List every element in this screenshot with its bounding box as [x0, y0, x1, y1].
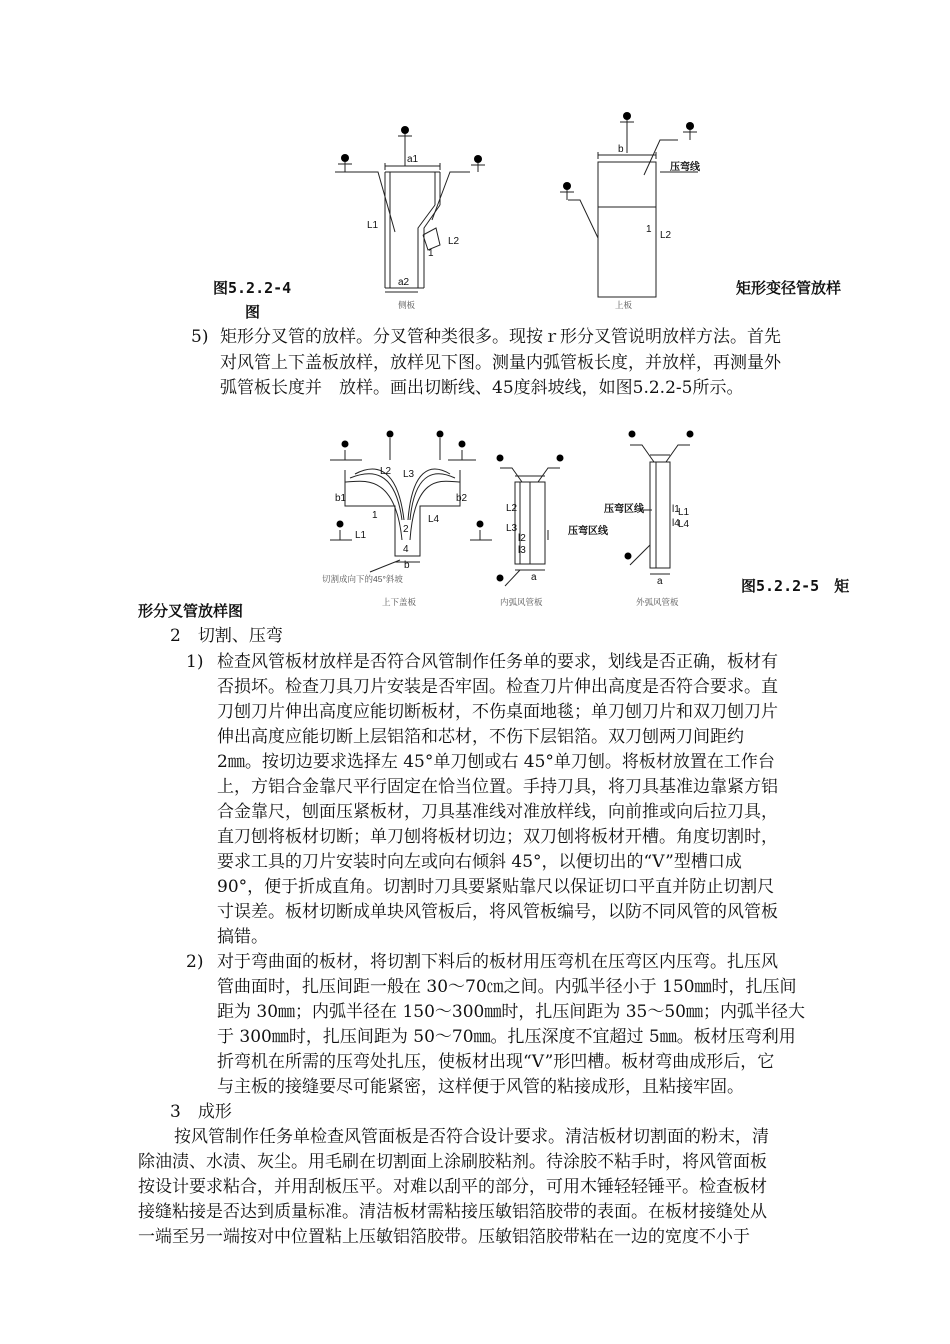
caption-cover-panel: 上下盖板 — [382, 597, 417, 607]
label-a2: a2 — [398, 277, 410, 288]
item2-line-4: 于 300㎜时，扎压间距为 50～70㎜。扎压深度不宜超过 5㎜。板材压弯利用 — [217, 1027, 796, 1047]
caption-outer-arc-panel: 外弧风管板 — [636, 597, 679, 607]
item2-number: 2) — [186, 952, 204, 972]
item1-line-8: 直刀刨将板材切断；单刀刨将板材切边；双刀刨将板材开槽。角度切割时， — [217, 827, 778, 847]
label-m-a: a — [531, 572, 537, 583]
item1-number: 1) — [186, 652, 204, 672]
label-l4: L4 — [428, 514, 440, 525]
sec3-line-5: 一端至另一端按对中位置粘上压敏铝箔胶带。压敏铝箔胶带粘在一边的宽度不小于 — [138, 1227, 750, 1247]
figure-4-number: 图5.2.2-4 — [213, 279, 292, 297]
item2-line-3: 距为 30㎜；内弧半径在 150～300㎜时，扎压间距为 35～50㎜；内弧半径大 — [217, 1002, 806, 1022]
label-l2: L2 — [448, 236, 460, 247]
cover-panel-drawing — [322, 431, 492, 608]
label-cut-slope: 切割成向下的45°斜坡 — [322, 574, 403, 584]
caption-side-panel: 侧板 — [398, 300, 416, 310]
label-1: 1 — [372, 510, 378, 521]
label-l1: L1 — [355, 530, 367, 541]
label-m-l2: L2 — [506, 503, 518, 514]
label-a1: a1 — [407, 154, 419, 165]
caption-top-panel: 上板 — [615, 300, 633, 310]
label-1-top: 1 — [646, 224, 652, 235]
label-b: b — [618, 144, 624, 155]
item1-line-10: 90°，便于折成直角。切割时刀具要紧贴靠尺以保证切口平直并防止切割尺 — [217, 877, 775, 897]
item1-line-7: 合金靠尺，刨面压紧板材，刀具基准线对准放样线，向前推或向后拉刀具， — [217, 802, 778, 822]
inner-arc-panel-drawing — [497, 455, 609, 608]
item1-line-11: 寸误差。板材切断成单块风管板后，将风管板编号，以防不同风管的风管板 — [217, 902, 778, 922]
section-2-heading: 2 切割、压弯 — [170, 626, 283, 646]
label-1: 1 — [428, 248, 434, 259]
item2-line-6: 与主板的接缝要尽可能紧密，这样便于风管的粘接成形，且粘接牢固。 — [217, 1077, 744, 1097]
label-r-press: 压弯区线 — [604, 504, 644, 515]
label-4: 4 — [403, 544, 409, 555]
sec3-line-3: 按设计要求粘合，并用刮板压平。对难以刮平的部分，可用木锤轻轻锤平。检查板材 — [138, 1177, 767, 1197]
item1-line-6: 上，方铝合金靠尺平行固定在恰当位置。手持刀具，将刀具基准边靠紧方铝 — [217, 777, 778, 797]
label-m-press: 压弯区线 — [568, 526, 608, 537]
label-r-i4: l4 — [672, 518, 680, 529]
label-r-i1: l1 — [672, 504, 680, 515]
para5-line-3: 弧管板长度并 放样。画出切断线、45度斜坡线，如图5.2.2-5所示。 — [220, 378, 744, 398]
figure-5-title: 形分叉管放样图 — [138, 602, 244, 620]
label-press-line: 压弯线 — [670, 162, 700, 173]
label-m-i2: l2 — [518, 533, 526, 544]
item2-line-2: 管曲面时，扎压间距一般在 30～70㎝之间。内弧半径小于 150㎜时，扎压间 — [217, 977, 797, 997]
item1-line-1: 检查风管板材放样是否符合风管制作任务单的要求，划线是否正确，板材有 — [217, 652, 778, 672]
label-m-i3: l3 — [518, 545, 526, 556]
label-l2-top: L2 — [660, 230, 672, 241]
para5-line-2: 对风管上下盖板放样，放样见下图。测量内弧管板长度，并放样，再测量外 — [220, 353, 781, 373]
caption-inner-arc-panel: 内弧风管板 — [500, 597, 543, 607]
label-b: b — [404, 560, 410, 571]
label-m-l3: L3 — [506, 523, 518, 534]
item1-line-5: 2㎜。按切边要求选择左 45°单刀刨或右 45°单刀刨。将板材放置在工作台 — [217, 752, 775, 772]
section-3-heading: 3 成形 — [170, 1102, 232, 1122]
figure-4-number-cont: 图 — [245, 303, 261, 321]
para5-line-1: 矩形分叉管的放样。分叉管种类很多。现按ｒ形分叉管说明放样方法。首先 — [220, 327, 781, 347]
sec3-line-2: 除油渍、水渍、灰尘。用毛刷在切割面上涂刷胶粘剂。待涂胶不粘手时，将风管面板 — [138, 1152, 767, 1172]
label-r-a: a — [657, 576, 663, 587]
label-l1: L1 — [367, 220, 379, 231]
item2-line-1: 对于弯曲面的板材，将切割下料后的板材用压弯机在压弯区内压弯。扎压风 — [217, 952, 778, 972]
label-l3: L3 — [403, 469, 415, 480]
label-b1: b1 — [335, 493, 347, 504]
item1-line-12: 搞错。 — [217, 927, 268, 947]
label-2: 2 — [403, 524, 409, 535]
item2-line-5: 折弯机在所需的压弯处扎压，使板材出现“V”形凹槽。板材弯曲成形后，它 — [217, 1052, 775, 1072]
item1-line-4: 伸出高度应能切断上层铝箔和芯材，不伤下层铝箔。双刀刨两刀间距约 — [217, 727, 744, 747]
item1-line-3: 刀刨刀片伸出高度应能切断板材，不伤桌面地毯；单刀刨刀片和双刀刨刀片 — [217, 702, 778, 722]
figure-4-title: 矩形变径管放样 — [736, 279, 842, 297]
label-b2: b2 — [456, 493, 468, 504]
figure-5-number: 图5.2.2-5 矩 — [741, 577, 850, 595]
item1-line-9: 要求工具的刀片安装时向左或向右倾斜 45°，以便切出的“V”型槽口成 — [217, 852, 742, 872]
label-r-l4: L4 — [678, 519, 690, 530]
figure-5-2-2-5 — [0, 0, 950, 620]
label-l2: L2 — [380, 466, 392, 477]
para5-number: 5) — [191, 327, 209, 347]
item1-line-2: 否损坏。检查刀具刀片安装是否牢固。检查刀片伸出高度是否符合要求。直 — [217, 677, 778, 697]
sec3-line-4: 接缝粘接是否达到质量标准。清洁板材需粘接压敏铝箔胶带的表面。在板材接缝处从 — [138, 1202, 767, 1222]
sec3-line-1: 按风管制作任务单检查风管面板是否符合设计要求。清洁板材切割面的粉末，清 — [174, 1127, 769, 1147]
label-r-l1: L1 — [678, 507, 690, 518]
outer-arc-panel-drawing — [604, 431, 694, 608]
